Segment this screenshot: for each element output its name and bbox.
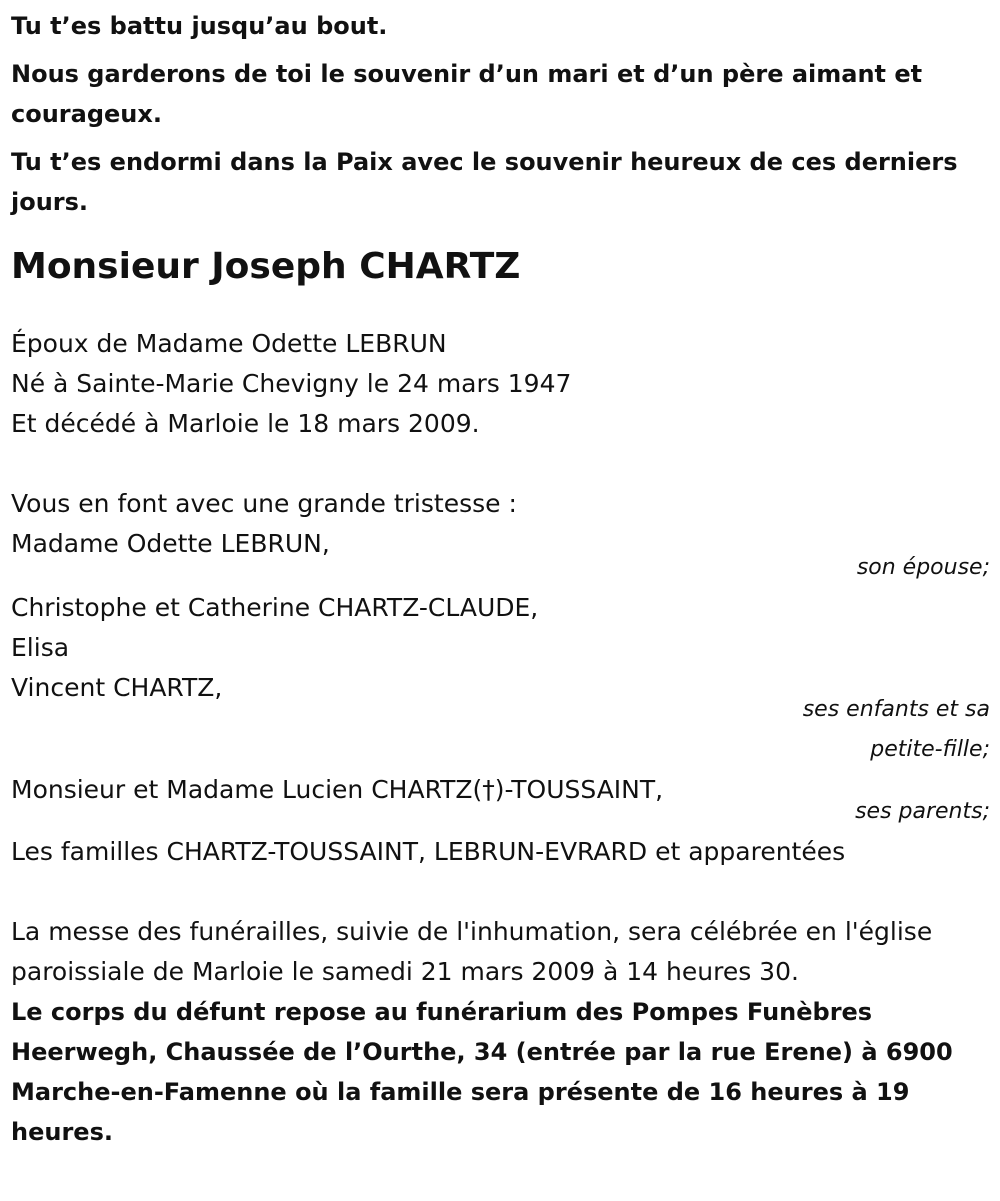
- birth-line: Né à Sainte-Marie Chevigny le 24 mars 1947: [11, 369, 572, 398]
- family-children-relation-line-1: ses enfants et sa: [802, 697, 990, 722]
- funeral-visitation: Le corps du défunt repose au funérarium des Pompes Funèbres Heerwegh, Chaussée de l’Ourthe, 34 (entrée par la rue Erene) à 6900 Marche-en-Famenne où la famille sera présente de 16 heures à 19 heures.: [11, 998, 953, 1146]
- spouse-line: Époux de Madame Odette LEBRUN: [11, 329, 447, 358]
- funeral-info: [11, 912, 990, 1152]
- family-child-3: Vincent CHARTZ,: [11, 673, 223, 702]
- deceased-name: Monsieur Joseph CHARTZ: [11, 246, 521, 287]
- family-parents-name: Monsieur et Madame Lucien CHARTZ(†)-TOUSSAINT,: [11, 775, 664, 804]
- family-child-2: Elisa: [11, 633, 70, 662]
- family-heading: Vous en font avec une grande tristesse :: [11, 489, 517, 518]
- family-parents-relation: ses parents;: [855, 799, 990, 824]
- intro-verses: [11, 6, 990, 222]
- funeral-mass: La messe des funérailles, suivie de l'inhumation, sera célébrée en l'église paroissiale de Marloie le samedi 21 mars 2009 à 14 heures 30.: [11, 917, 933, 986]
- family-list: [11, 484, 990, 872]
- family-children-relation-line-2: petite-fille;: [870, 737, 990, 762]
- death-line: Et décédé à Marloie le 18 mars 2009.: [11, 409, 480, 438]
- family-extended: Les familles CHARTZ-TOUSSAINT, LEBRUN-EVRARD et apparentées: [11, 837, 846, 866]
- family-child-1: Christophe et Catherine CHARTZ-CLAUDE,: [11, 593, 539, 622]
- family-spouse-relation: son épouse;: [856, 555, 990, 580]
- intro-line-1: Tu t’es battu jusqu’au bout.: [11, 12, 388, 40]
- intro-line-3: Tu t’es endormi dans la Paix avec le souvenir heureux de ces derniers jours.: [11, 148, 958, 216]
- intro-line-2: Nous garderons de toi le souvenir d’un mari et d’un père aimant et courageux.: [11, 60, 923, 128]
- family-spouse-name: Madame Odette LEBRUN,: [11, 529, 330, 558]
- deceased-details: [11, 324, 990, 444]
